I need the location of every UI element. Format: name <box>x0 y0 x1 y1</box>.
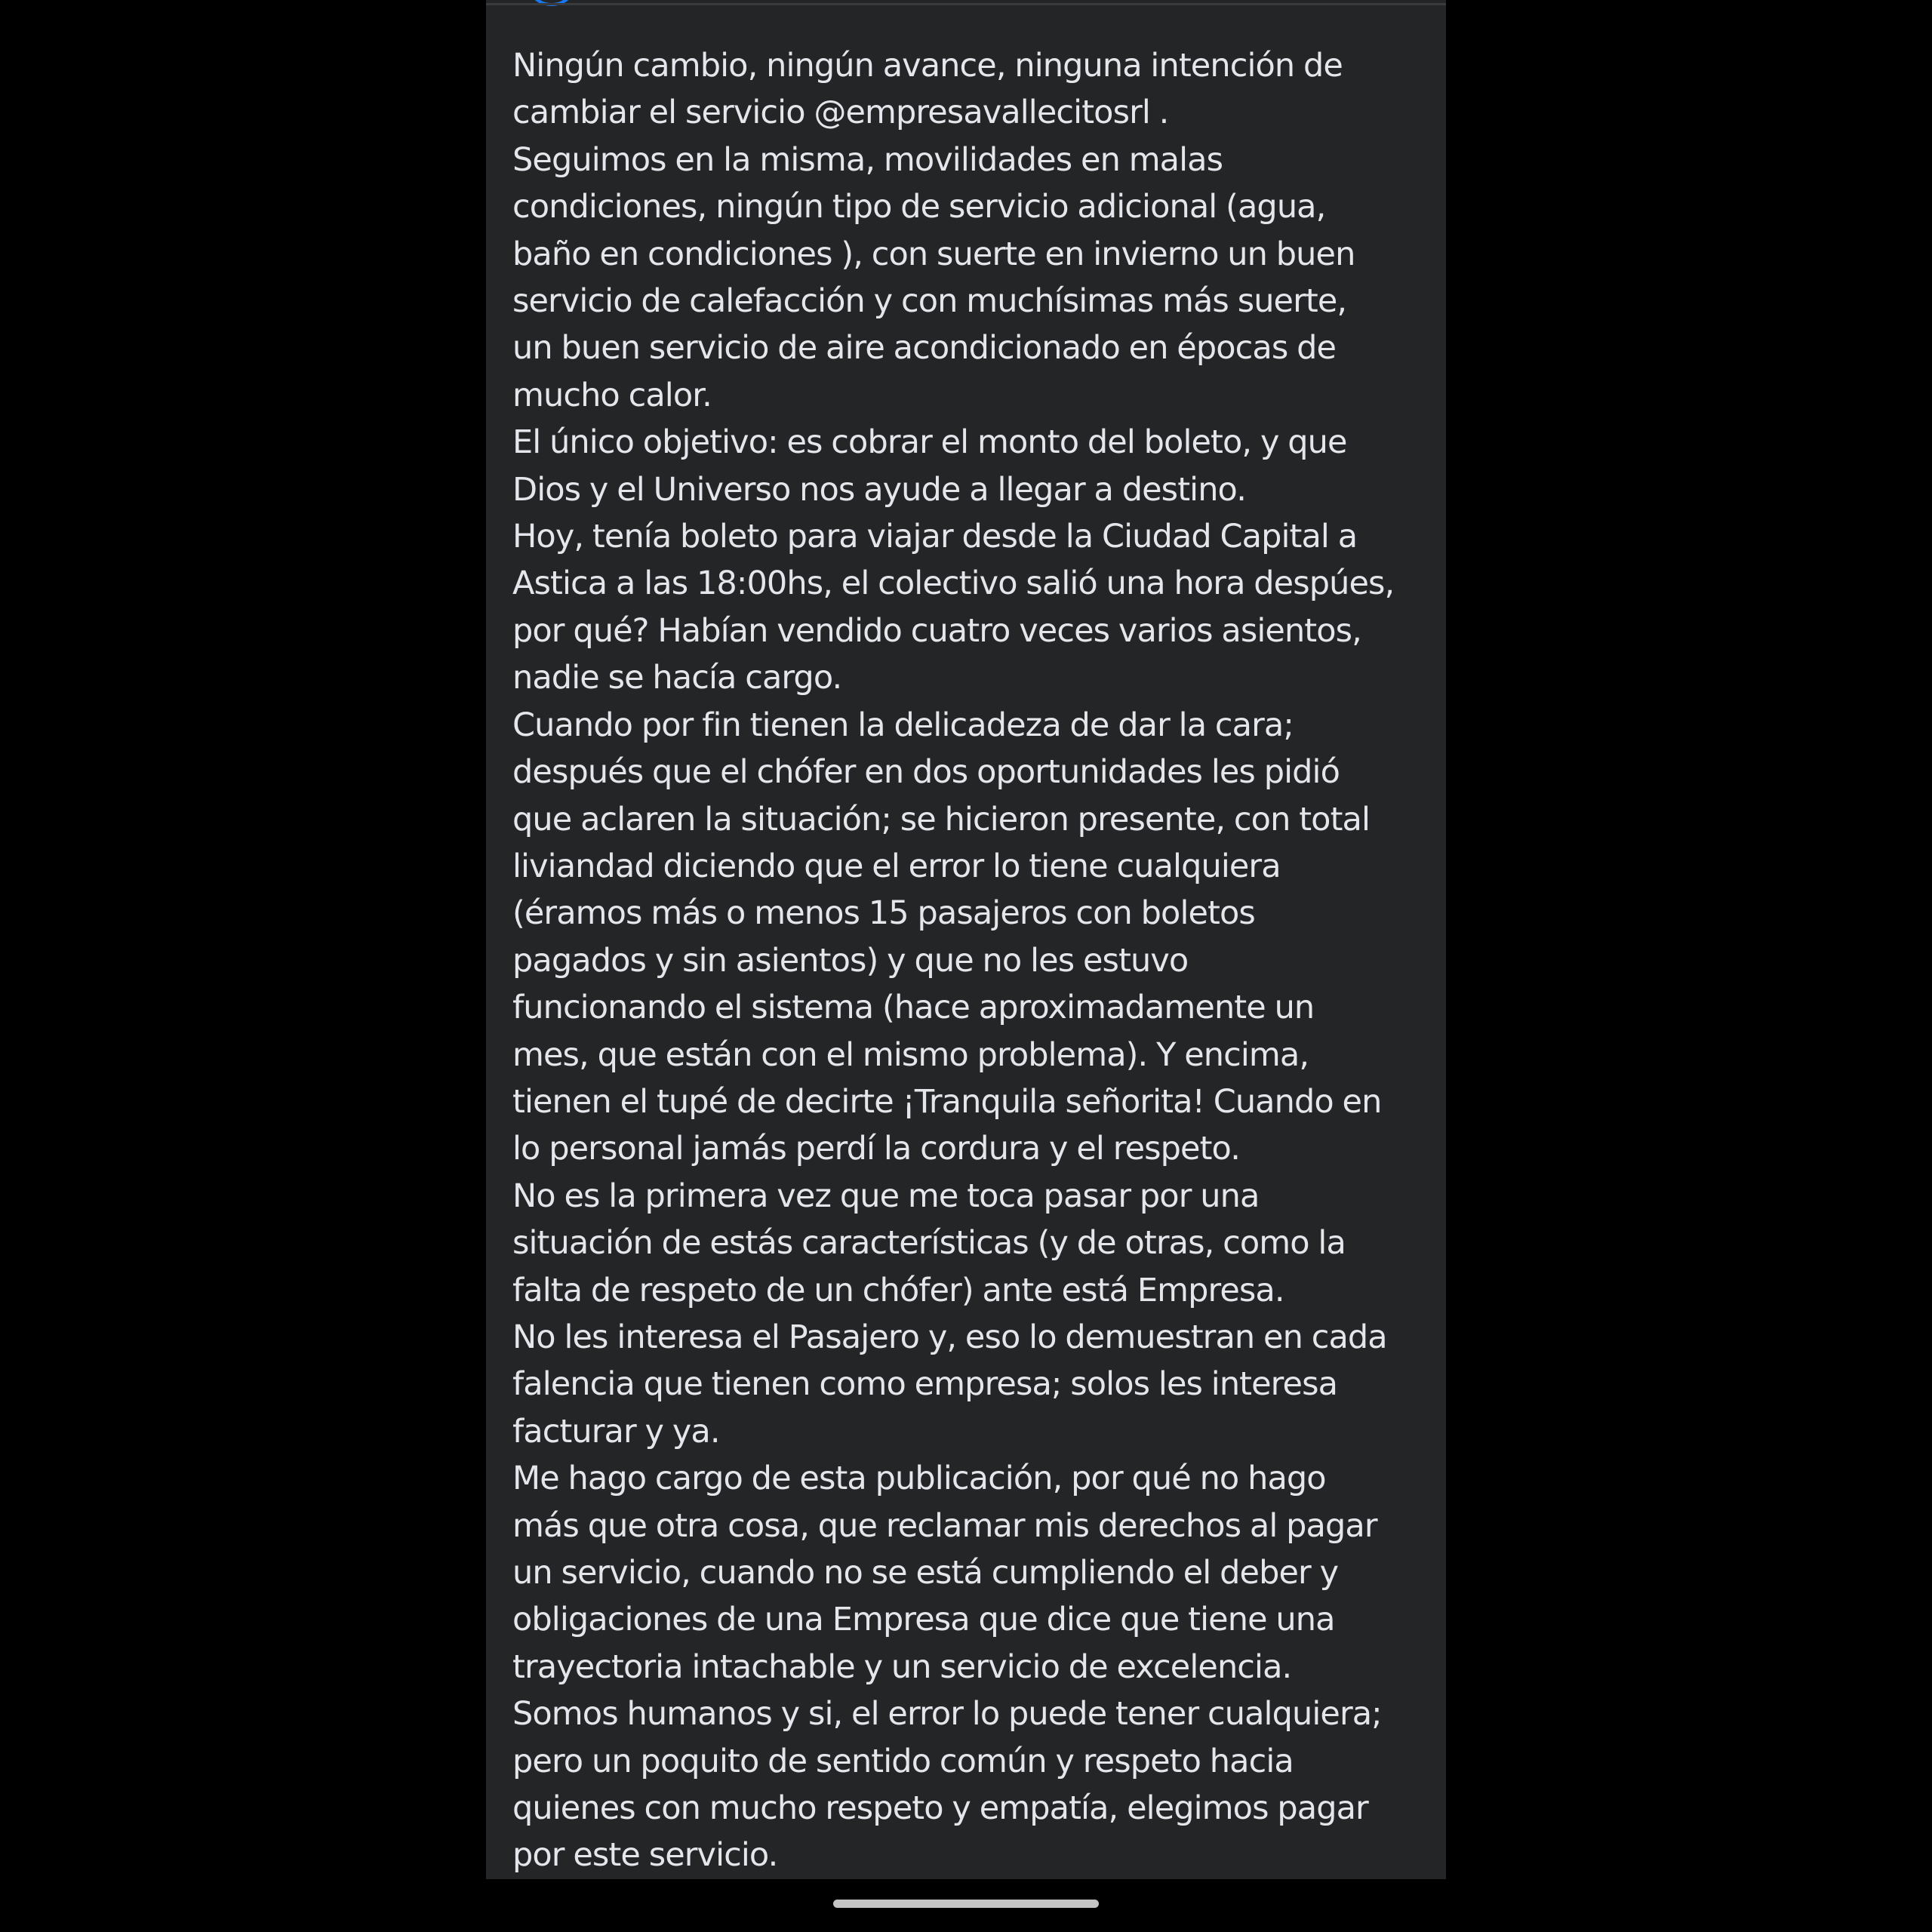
post-text-line: Cuando por fin tienen la delicadeza de dar la cara; <box>512 706 1294 744</box>
post-text-line: por este servicio. <box>512 1836 778 1875</box>
post-text-line: Me hago cargo de esta publicación, por qué no hago <box>512 1460 1326 1498</box>
post-text-line: por qué? Habían vendido cuatro veces varios asientos, <box>512 611 1361 650</box>
post-text-line: liviandad diciendo que el error lo tiene cualquiera <box>512 847 1281 885</box>
post-text-line: trayectoria intachable y un servicio de excelencia. <box>512 1647 1292 1686</box>
post-text-line: un servicio, cuando no se está cumpliendo el deber y <box>512 1554 1339 1592</box>
post-text-line: más que otra cosa, que reclamar mis derechos al pagar <box>512 1506 1377 1545</box>
post-text-line: No es la primera vez que me toca pasar por una <box>512 1177 1260 1215</box>
post-text-line: Ningún cambio, ningún avance, ninguna intención de <box>512 47 1343 85</box>
post-text-line: funcionando el sistema (hace aproximadamente un <box>512 989 1315 1027</box>
post-screen <box>486 0 1446 1879</box>
post-text-line: mes, que están con el mismo problema). Y encima, <box>512 1035 1309 1074</box>
post-text-line: cambiar el servicio @empresavallecitosrl . <box>512 94 1169 132</box>
post-text-line: (éramos más o menos 15 pasajeros con boletos <box>512 894 1255 933</box>
post-text-line: lo personal jamás perdí la cordura y el respeto. <box>512 1130 1240 1168</box>
post-text <box>512 42 1429 1879</box>
post-text-line: mucho calor. <box>512 376 712 414</box>
post-text-line: tienen el tupé de decirte ¡Tranquila señorita! Cuando en <box>512 1082 1382 1121</box>
post-text-line: servicio de calefacción y con muchísimas más suerte, <box>512 282 1347 321</box>
post-text-line: un buen servicio de aire acondicionado en épocas de <box>512 329 1337 368</box>
post-text-line: baño en condiciones ), con suerte en invierno un buen <box>512 235 1355 273</box>
post-text-line: pagados y sin asientos) y que no les estuvo <box>512 941 1189 980</box>
post-text-line: nadie se hacía cargo. <box>512 659 842 697</box>
post-text-line: condiciones, ningún tipo de servicio adicional (agua, <box>512 188 1326 226</box>
post-text-line: No les interesa el Pasajero y, eso lo demuestran en cada <box>512 1318 1387 1356</box>
post-text-line: quienes con mucho respeto y empatía, elegimos pagar <box>512 1789 1368 1828</box>
post-text-line: falencia que tienen como empresa; solos les interesa <box>512 1365 1338 1404</box>
post-text-line: falta de respeto de un chófer) ante está Empresa. <box>512 1271 1284 1309</box>
post-text-line: pero un poquito de sentido común y respeto hacia <box>512 1742 1294 1780</box>
post-text-line: obligaciones de una Empresa que dice que tiene una <box>512 1601 1335 1639</box>
post-text-line: Hoy, tenía boleto para viajar desde la Ciudad Capital a <box>512 518 1358 556</box>
post-text-line: situación de estás características (y de otras, como la <box>512 1224 1346 1263</box>
post-text-line: Dios y el Universo nos ayude a llegar a destino. <box>512 470 1246 509</box>
post-text-line: que aclaren la situación; se hicieron presente, con total <box>512 800 1371 838</box>
post-text-line: Somos humanos y si, el error lo puede tener cualquiera; <box>512 1695 1382 1734</box>
post-text-line: Seguimos en la misma, movilidades en malas <box>512 140 1223 179</box>
post-text-line: El único objetivo: es cobrar el monto del boleto, y que <box>512 423 1347 462</box>
post-text-line: facturar y ya. <box>512 1412 720 1451</box>
header-divider <box>486 3 1446 5</box>
post-text-line: Astica a las 18:00hs, el colectivo salió una hora despúes, <box>512 565 1395 603</box>
home-indicator[interactable] <box>833 1900 1099 1908</box>
post-text-line: después que el chófer en dos oportunidades les pidió <box>512 753 1340 792</box>
